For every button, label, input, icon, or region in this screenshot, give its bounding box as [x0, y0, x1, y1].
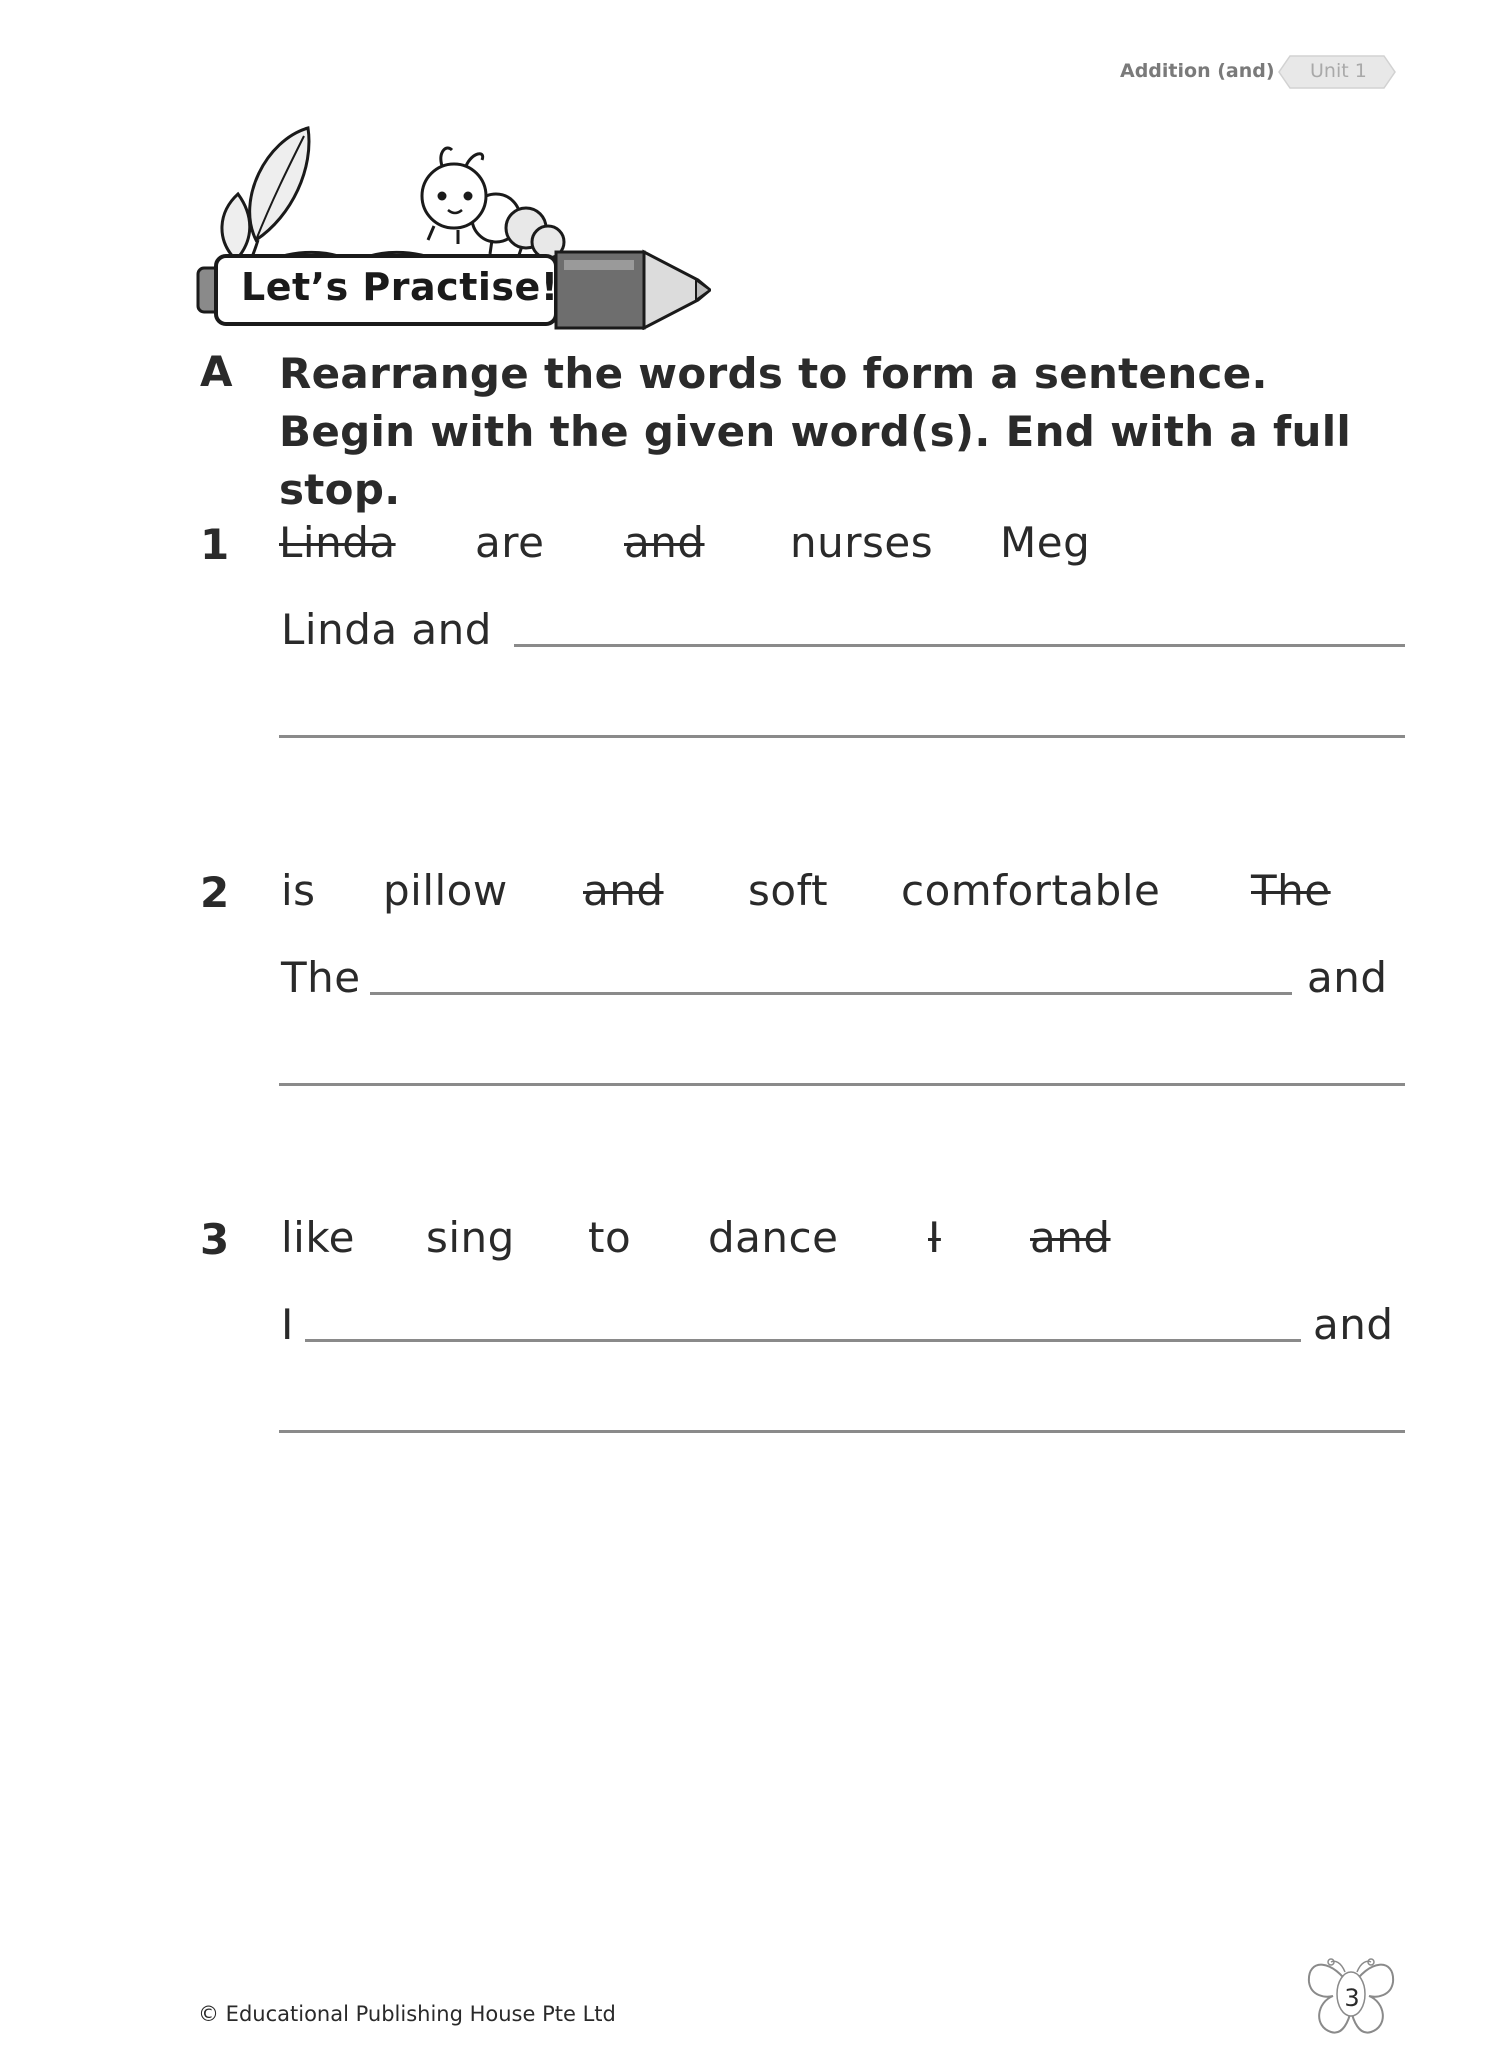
jumbled-word: and [583, 866, 664, 915]
jumbled-word: dance [708, 1213, 839, 1262]
section-instruction: Rearrange the words to form a sentence. Begin with the given word(s). End with a full stop. [279, 349, 1352, 514]
banner-title: Let’s Practise! [241, 265, 559, 309]
jumbled-word: The [1251, 866, 1331, 915]
answer-line[interactable] [279, 1430, 1405, 1433]
answer-line[interactable] [514, 644, 1405, 647]
jumbled-word: and [1030, 1213, 1111, 1262]
question-number: 2 [200, 868, 230, 917]
jumbled-word: comfortable [901, 866, 1161, 915]
sentence-end: and [1307, 953, 1388, 1002]
jumbled-word: is [281, 866, 316, 915]
jumbled-word: and [624, 518, 705, 567]
unit-label: Unit 1 [1310, 60, 1367, 82]
page-number: 3 [1344, 1984, 1360, 2012]
answer-line[interactable] [370, 992, 1292, 995]
jumbled-word: are [475, 518, 545, 567]
jumbled-word: I [928, 1213, 941, 1262]
answer-line[interactable] [305, 1339, 1301, 1342]
jumbled-word: to [588, 1213, 632, 1262]
caterpillar-icon [422, 148, 564, 258]
jumbled-word: like [281, 1213, 356, 1262]
sentence-end: and [1313, 1300, 1394, 1349]
answer-line[interactable] [279, 1083, 1405, 1086]
jumbled-word: nurses [790, 518, 934, 567]
copyright-text: © Educational Publishing House Pte Ltd [198, 2002, 616, 2026]
jumbled-word: sing [426, 1213, 515, 1262]
jumbled-word: Meg [1000, 518, 1091, 567]
section-letter: A [200, 347, 233, 396]
question-number: 3 [200, 1215, 230, 1264]
jumbled-word: pillow [383, 866, 508, 915]
unit-topic: Addition (and) [1120, 60, 1275, 82]
answer-line[interactable] [279, 735, 1405, 738]
sentence-start: I [281, 1300, 294, 1349]
jumbled-word: soft [748, 866, 829, 915]
sentence-start: The [281, 953, 361, 1002]
jumbled-word: Linda [279, 518, 396, 567]
sentence-start: Linda and [281, 605, 492, 654]
question-number: 1 [200, 520, 230, 569]
